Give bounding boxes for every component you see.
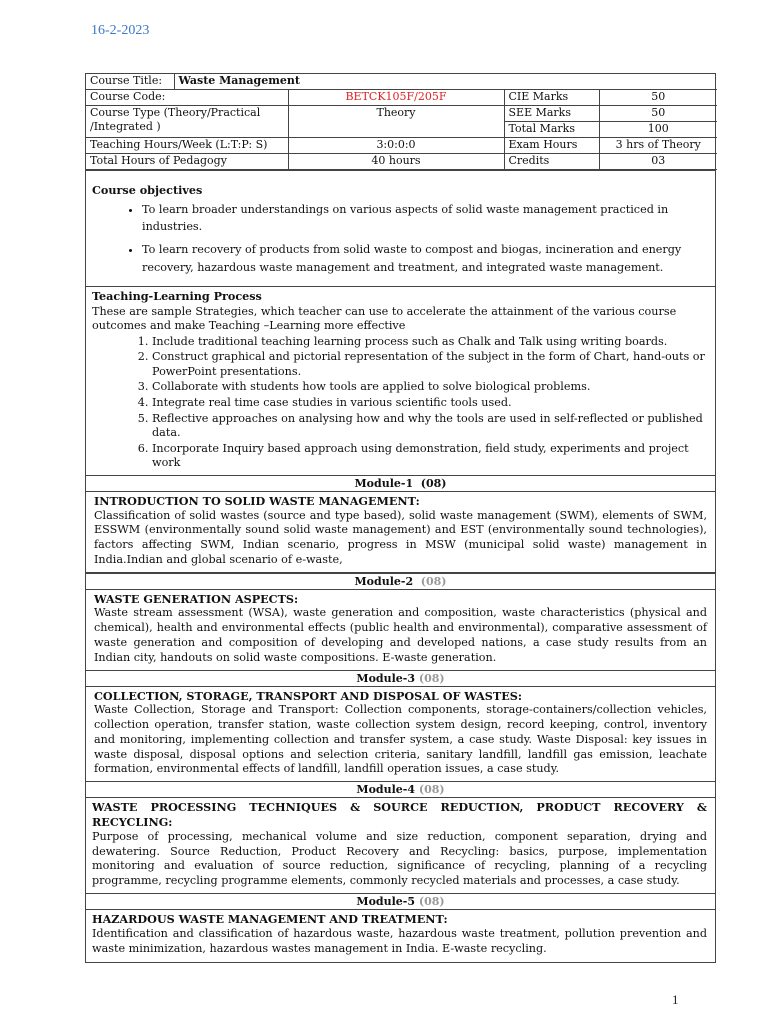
module-2-text: Waste stream assessment (WSA), waste generation and composition, waste characteristics (physical and chemical), health and environmental effects (public health and environmental), comparative assessment of waste generation and composition of developing and developed nations, a case study results from an Indian city, handouts on solid waste compositions. E-waste generation. [94,606,707,664]
teaching-learning-title: Teaching-Learning Process [92,289,262,303]
course-title-label: Course Title: [86,74,174,90]
module-1-header [86,475,715,491]
cie-marks-value: 50 [599,90,717,106]
document-date: 16-2-2023 [91,23,150,38]
see-marks-label: SEE Marks [504,106,599,122]
see-marks-value: 50 [599,106,717,122]
module-1-title: INTRODUCTION TO SOLID WASTE MANAGEMENT: [94,493,420,508]
syllabus-document [85,73,716,963]
page-number: 1 [672,992,679,1007]
module-2-label: Module-2 [354,574,414,588]
module-1-hours: (08) [420,476,447,490]
strategy-item: 5. Reflective approaches on analysing how and why the tools are used in self-reflected or published data. [152,412,709,441]
total-hours-label: Total Hours of Pedagogy [86,154,288,170]
course-type-label-line-2: /Integrated ) [90,120,161,134]
module-4-header [86,781,715,797]
total-hours-row [86,154,717,170]
module-3-text: Waste Collection, Storage and Transport: Collection components, storage-containers/collection vehicles, collection operation, transfer station, waste collection system design, record keeping, control, inventory and monitoring, implementing collection and transfer system, a case study. Waste Disposal: key issues in waste disposal, disposal options and selection criteria, sanitary landfill, landfill gas emission, leachate formation, environmental effects of landfill, landfill operation issues, a case study. [94,703,707,776]
strategy-item: 3. Collaborate with students how tools are applied to solve biological problems. [152,380,709,395]
module-4-label: Module-4 [356,783,416,797]
objective-item: • To learn recovery of products from solid waste to compost and biogas, incineration and energy recovery, hazardous waste management and treatment, and integrated waste management. [142,241,709,276]
course-code-row [86,90,717,106]
module-5-text: Identification and classification of hazardous waste, hazardous waste treatment, pollution prevention and waste minimization, hazardous wastes management in India. E-waste recycling. [92,926,707,955]
credits-label: Credits [504,154,599,170]
module-4-content [86,797,715,893]
course-title-value: Waste Management [174,74,717,90]
course-objectives-list [92,201,709,276]
module-3-hours: (08) [418,671,445,685]
course-code-label: Course Code: [86,90,288,106]
strategy-item: 1. Include traditional teaching learning process such as Chalk and Talk using writing boards. [152,335,709,350]
course-objectives-title: Course objectives [92,183,203,197]
module-5-title: HAZARDOUS WASTE MANAGEMENT AND TREATMENT: [92,911,448,926]
total-hours-value: 40 hours [288,154,504,170]
module-3-title: COLLECTION, STORAGE, TRANSPORT AND DISPOSAL OF WASTES: [94,688,522,703]
course-type-value: Theory [288,106,504,138]
course-type-row-1 [86,106,717,122]
course-type-label [86,106,288,138]
module-2-hours: (08) [420,574,447,588]
cie-marks-label: CIE Marks [504,90,599,106]
module-3-label: Module-3 [356,671,416,685]
module-2-header [86,572,715,589]
module-1-text: Classification of solid wastes (source and type based), solid waste management (SWM), elements of SWM, ESSWM (environmentally sound solid waste management) and EST (environmentally sound technologies), factors affecting SWM, Indian scenario, progress in MSW (municipal solid waste) management in India.Indian and global scenario of e-waste, [94,508,707,566]
course-title-row [86,74,717,90]
teaching-learning-intro: These are sample Strategies, which teacher can use to accelerate the attainment of the various course outcomes and make Teaching –Learning more effective [92,304,677,333]
credits-value: 03 [599,154,717,170]
module-3-header [86,670,715,686]
module-5-label: Module-5 [356,894,416,908]
module-4-hours: (08) [418,783,445,797]
teaching-hours-row [86,138,717,154]
course-code-value: BETCK105F/205F [288,90,504,106]
module-4-title: WASTE PROCESSING TECHNIQUES & SOURCE REDUCTION, PRODUCT RECOVERY & RECYCLING: [92,800,707,830]
exam-hours-label: Exam Hours [504,138,599,154]
module-5-content [86,909,715,962]
module-3-content [86,686,715,782]
module-2-title: WASTE GENERATION ASPECTS: [94,591,299,606]
teaching-learning-list [92,335,709,471]
module-5-header [86,893,715,909]
course-type-label-line-1: Course Type (Theory/Practical [90,106,261,119]
teaching-hours-value: 3:0:0:0 [288,138,504,154]
total-marks-label: Total Marks [504,122,599,138]
teaching-hours-label: Teaching Hours/Week (L:T:P: S) [86,138,288,154]
module-4-text: Purpose of processing, mechanical volume and size reduction, component separation, drying and dewatering. Source Reduction, Product Recovery and Recycling: basics, purpose, implementation monitoring and evaluation of source reduction, significance of recycling, planning of a recycling programme, recycling programme elements, commonly recycled materials and processes, a case study. [92,829,707,888]
course-info-table [86,74,717,170]
module-2-content [86,589,715,670]
course-objectives-section [86,170,715,286]
total-marks-value: 100 [599,122,717,138]
module-1-label: Module-1 [354,476,414,490]
strategy-item: 2. Construct graphical and pictorial representation of the subject in the form of Chart, hand-outs or PowerPoint presentations. [152,350,709,379]
strategy-item: 6. Incorporate Inquiry based approach using demonstration, field study, experiments and project work [152,442,709,471]
module-1-content [86,491,715,572]
objective-item: • To learn broader understandings on various aspects of solid waste management practiced in industries. [142,201,709,236]
strategy-item: 4. Integrate real time case studies in various scientific tools used. [152,396,709,411]
exam-hours-value: 3 hrs of Theory [599,138,717,154]
module-5-hours: (08) [418,894,445,908]
teaching-learning-section [86,286,715,475]
